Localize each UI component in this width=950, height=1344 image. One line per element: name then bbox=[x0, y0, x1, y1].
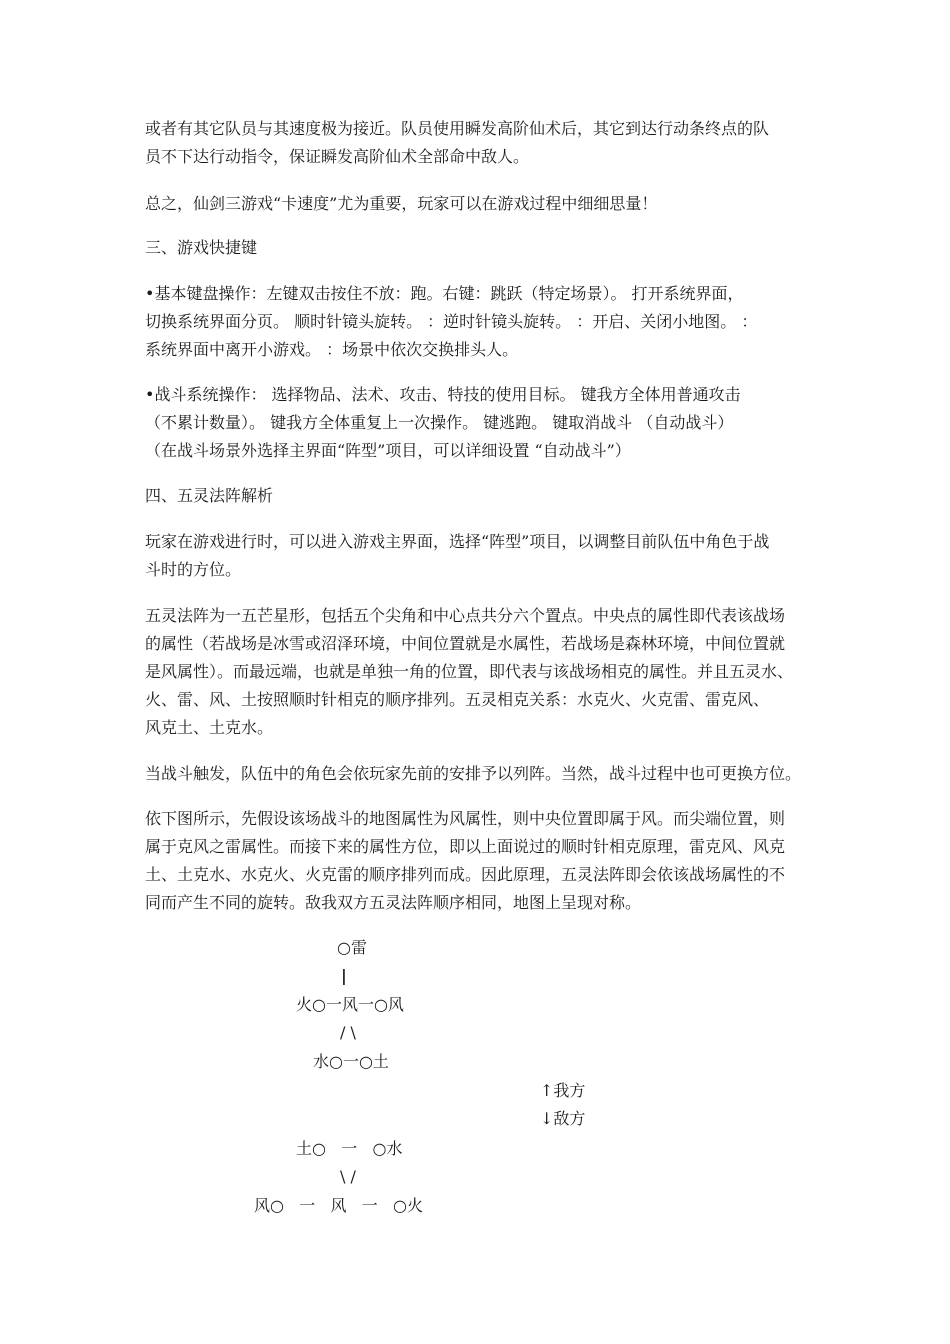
ally-middle-row: 火○一风一○风 bbox=[296, 995, 404, 1014]
ally-bottom-row: 水○一○土 bbox=[313, 1052, 389, 1071]
enemy-branches: \ / bbox=[340, 1167, 356, 1186]
ally-top-node: ○雷 bbox=[337, 938, 367, 957]
ally-legend: ↑我方 bbox=[540, 1081, 586, 1100]
body-text-line: •基本键盘操作：左键双击按住不放：跑。右键：跳跃（特定场景）。 打开系统界面， bbox=[145, 284, 744, 303]
body-text-line: 土、土克水、水克火、火克雷的顺序排列而成。因此原理，五灵法阵即会依该战场属性的不 bbox=[145, 865, 786, 884]
body-text-line: 属于克风之雷属性。而接下来的属性方位，即以上面说过的顺时针相克原理，雷克风、风克 bbox=[145, 837, 786, 856]
body-text-line: 或者有其它队员与其速度极为接近。队员使用瞬发高阶仙术后，其它到达行动条终点的队 bbox=[145, 119, 770, 138]
ally-stem: | bbox=[341, 966, 347, 985]
body-text-line: 员不下达行动指令，保证瞬发高阶仙术全部命中敌人。 bbox=[145, 147, 530, 166]
body-text-line: 斗时的方位。 bbox=[145, 560, 242, 579]
body-text-line: 玩家在游戏进行时，可以进入游戏主界面，选择“阵型”项目，以调整目前队伍中角色于战 bbox=[145, 532, 770, 551]
body-text-line: 依下图所示，先假设该场战斗的地图属性为风属性，则中央位置即属于风。而尖端位置，则 bbox=[145, 809, 786, 828]
body-text-line: 的属性（若战场是冰雪或沼泽环境，中间位置就是水属性，若战场是森林环境，中间位置就 bbox=[145, 634, 786, 653]
body-text-line: 风克土、土克水。 bbox=[145, 718, 274, 737]
body-text-line: 火、雷、风、土按照顺时针相克的顺序排列。五灵相克关系：水克火、火克雷、雷克风、 bbox=[145, 690, 770, 709]
body-text-line: 切换系统界面分页。 顺时针镜头旋转。 ：逆时针镜头旋转。 ：开启、关闭小地图。 ： bbox=[145, 312, 758, 331]
body-text-line: （不累计数量）。 键我方全体重复上一次操作。 键逃跑。 键取消战斗 （自动战斗） bbox=[145, 413, 734, 432]
enemy-top-row: 土○ 一 ○水 bbox=[296, 1139, 403, 1158]
body-text-line: 当战斗触发，队伍中的角色会依玩家先前的安排予以列阵。当然，战斗过程中也可更换方位。 bbox=[145, 764, 802, 783]
ally-branches: / \ bbox=[340, 1023, 356, 1042]
body-text-line: •战斗系统操作： 选择物品、法术、攻击、特技的使用目标。 键我方全体用普通攻击 bbox=[145, 385, 741, 404]
body-text-line: 总之，仙剑三游戏“卡速度”尤为重要，玩家可以在游戏过程中细细思量！ bbox=[145, 194, 658, 213]
body-text-line: 是风属性）。而最远端，也就是单独一角的位置，即代表与该战场相克的属性。并且五灵水、 bbox=[145, 662, 794, 681]
section-heading: 四、五灵法阵解析 bbox=[145, 486, 274, 505]
body-text-line: （在战斗场景外选择主界面“阵型”项目，可以详细设置 “自动战斗”） bbox=[145, 441, 631, 460]
enemy-legend: ↓敌方 bbox=[540, 1109, 586, 1128]
section-heading: 三、游戏快捷键 bbox=[145, 238, 258, 257]
body-text-line: 同而产生不同的旋转。敌我双方五灵法阵顺序相同，地图上呈现对称。 bbox=[145, 893, 642, 912]
enemy-bottom-row: 风○ 一 风 一 ○火 bbox=[254, 1196, 423, 1215]
body-text-line: 五灵法阵为一五芒星形，包括五个尖角和中心点共分六个置点。中央点的属性即代表该战场 bbox=[145, 606, 786, 625]
body-text-line: 系统界面中离开小游戏。 ：场景中依次交换排头人。 bbox=[145, 340, 519, 359]
